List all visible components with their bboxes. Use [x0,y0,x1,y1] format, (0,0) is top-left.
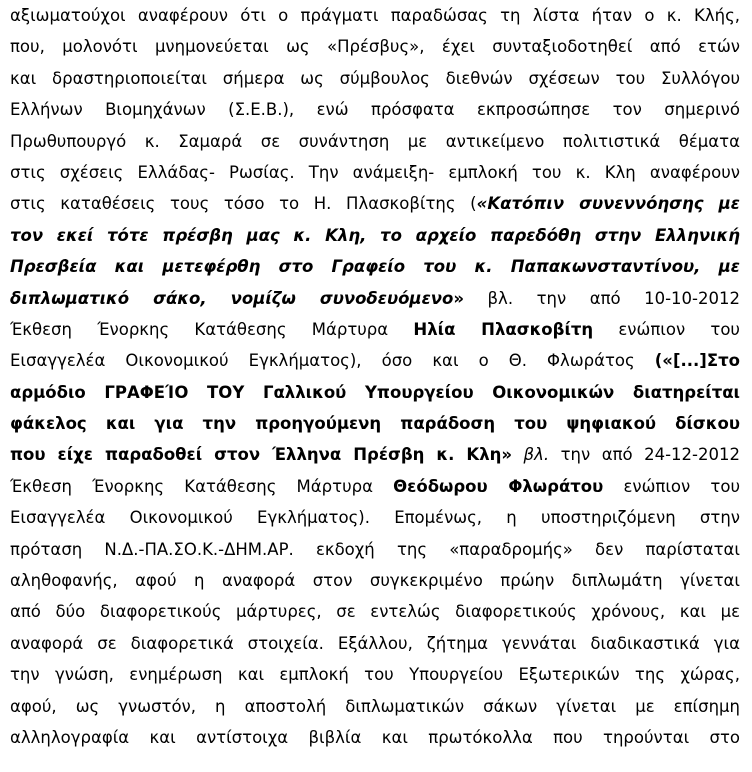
text-line [10,534,740,565]
text-segment: ενώπιον του [603,476,740,496]
text-line [10,314,740,345]
text-segment: Έκθεση Ένορκης Κατάθεσης Μάρτυρα [10,476,394,496]
emphasized-text: τον εκεί τότε πρέσβη μας κ. Κλη, το αρχείο παρεδόθη στην Ελληνική [10,225,740,245]
text-segment: βλ. την από 10-10-2012 [464,288,740,308]
text-line [10,659,740,690]
text-segment: αναφορά σε διαφορετικά στοιχεία. Εξάλλου, ζήτημα γεννάται διαδικαστικά για [10,633,740,653]
text-line [10,596,740,627]
text-line [10,283,740,314]
text-line [10,251,740,282]
document-page [10,0,740,753]
text-segment: Ελλήνων Βιομηχάνων (Σ.Ε.Β.), ενώ πρόσφατα εκπροσώπησε τον σημερινό [10,100,740,120]
text-line [10,345,740,376]
text-line [10,377,740,408]
text-line [10,408,740,439]
text-line [10,220,740,251]
text-segment: στις καταθέσεις τους τόσο το Η. Πλασκοβίτης ( [10,194,477,214]
text-line [10,0,740,31]
emphasized-text: Θεόδωρου Φλωράτου [393,476,604,496]
text-line [10,94,740,125]
text-line [10,628,740,659]
text-segment: αλληλογραφία και αντίστοιχα βιβλία και πρωτόκολλα που τηρούνται στο [10,727,740,747]
text-segment: την γνώση, ενημέρωση και εμπλοκή του Υπουργείου Εξωτερικών της χώρας, [10,665,740,685]
text-segment: την από 24-12-2012 [549,445,740,465]
text-line [10,691,740,722]
text-segment: Εισαγγελέα Οικονομικού Εγκλήματος), όσο και ο Θ. Φλωράτος [10,351,655,371]
emphasized-text: διπλωματικό σάκο, νομίζω συνοδευόμενο [10,288,454,308]
emphasized-text: βλ. [512,445,550,465]
text-line [10,502,740,533]
text-line [10,565,740,596]
emphasized-text: Ηλία Πλασκοβίτη [413,319,594,339]
text-line [10,439,740,470]
text-segment: αληθοφανής, αφού η αναφορά στον συγκεκριμένο πρώην διπλωμάτη γίνεται [10,571,740,591]
text-line [10,188,740,219]
text-line [10,722,740,753]
text-line [10,157,740,188]
emphasized-text: » [453,288,465,308]
emphasized-text: Πρεσβεία και μετεφέρθη στο Γραφείο του κ. Παπακωνσταντίνου, με [10,257,740,277]
text-segment: ενώπιον του [593,319,740,339]
text-segment: Πρωθυπουργό κ. Σαμαρά σε συνάντηση με αντικείμενο πολιτιστικά θέματα [10,131,740,151]
text-line [10,63,740,94]
text-line [10,126,740,157]
text-segment: πρόταση Ν.Δ.-ΠΑ.ΣΟ.Κ.-ΔΗΜ.ΑΡ. εκδοχή της «παραδρομής» δεν παρίσταται [10,539,740,559]
text-line [10,471,740,502]
text-segment: και δραστηριοποιείται σήμερα ως σύμβουλος διεθνών σχέσεων του Συλλόγου [10,68,740,88]
text-segment: που, μολονότι μνημονεύεται ως «Πρέσβυς», έχει συνταξιοδοτηθεί από ετών [10,37,740,57]
emphasized-text: αρμόδιο ΓΡΑΦΕΊΟ ΤΟΥ Γαλλικού Υπουργείου Οικονομικών διατηρείται [10,382,740,402]
text-segment: Έκθεση Ένορκης Κατάθεσης Μάρτυρα [10,319,414,339]
emphasized-text: «Κατόπιν συνεννόησης με [476,194,740,214]
emphasized-text: («[...]Στο [654,351,740,371]
emphasized-text: που είχε παραδοθεί στον Έλληνα Πρέσβη κ. Κλη» [10,445,513,465]
text-segment: στις σχέσεις Ελλάδας- Ρωσίας. Την ανάμειξη- εμπλοκή του κ. Κλη αναφέρουν [10,162,740,182]
text-segment: από δύο διαφορετικούς μάρτυρες, σε εντελώς διαφορετικούς χρόνους, και με [10,602,740,622]
text-segment: αφού, ως γνωστόν, η αποστολή διπλωματικών σάκων γίνεται με επίσημη [10,696,740,716]
text-segment: Εισαγγελέα Οικονομικού Εγκλήματος). Επομένως, η υποστηριζόμενη στην [10,508,740,528]
text-segment: αξιωματούχοι αναφέρουν ότι ο πράγματι παραδώσας τη λίστα ήταν ο κ. Κλής, [10,6,740,25]
text-line [10,31,740,62]
emphasized-text: φάκελος και για την προηγούμενη παράδοση του ψηφιακού δίσκου [10,414,740,434]
